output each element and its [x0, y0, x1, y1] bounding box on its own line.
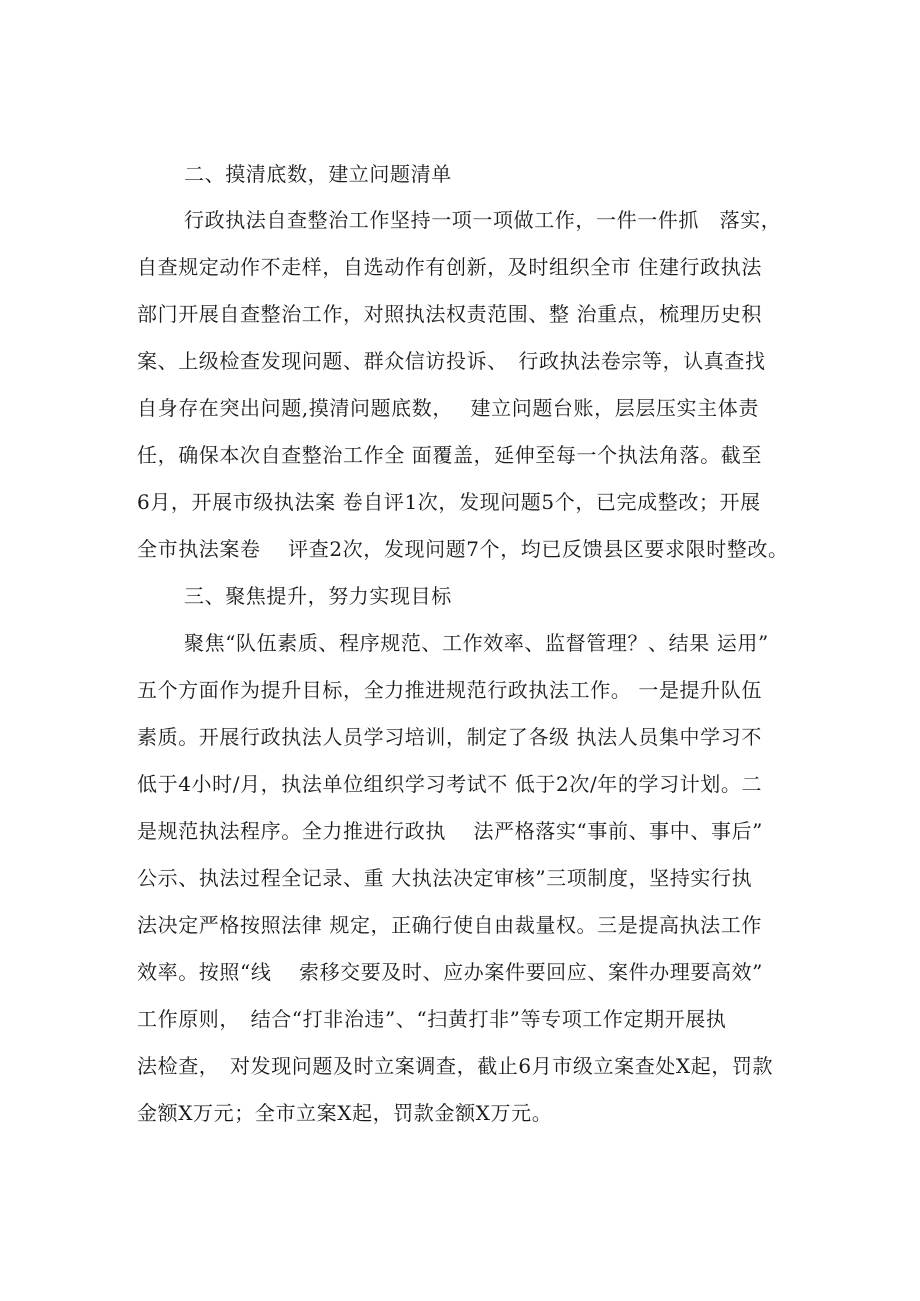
section-heading: 二、摸清底数，建立问题清单: [184, 162, 452, 186]
paragraph-line: 全市执法案卷 评查2次，发现问题7个，均已反馈县区要求限时整改。: [137, 537, 789, 561]
section-heading: 三、聚焦提升，努力实现目标: [184, 584, 452, 608]
paragraph-line: 低于4小时/月，执法单位组织学习考试不 低于2次/年的学习计划。二: [137, 772, 763, 796]
paragraph-line: 任，确保本次自查整治工作全 面覆盖，延伸至每一个执法角落。截至: [137, 443, 762, 467]
paragraph-line: 是规范执法程序。全力推进行政执 法严格落实“事前、事中、事后”: [137, 819, 764, 843]
paragraph-line: 自身存在突出问题,摸清问题底数， 建立问题台账，层层压实主体责: [137, 396, 759, 420]
paragraph-line: 公示、执法过程全记录、重 大执法决定审核”三项制度，坚持实行执: [137, 866, 753, 890]
paragraph-line: 案、上级检查发现问题、群众信访投诉、 行政执法卷宗等，认真查找: [137, 349, 766, 373]
paragraph-line: 6月，开展市级执法案 卷自评1次，发现问题5个，已完成整改；开展: [137, 490, 761, 514]
paragraph-line: 法检查， 对发现问题及时立案调查，截止6月市级立案查处X起，罚款: [137, 1054, 774, 1078]
paragraph-line: 金额X万元；全市立案X起，罚款金额X万元。: [137, 1101, 553, 1125]
paragraph-line: 行政执法自查整治工作坚持一项一项做工作，一件一件抓 落实，: [184, 208, 782, 232]
paragraph-line: 法决定严格按照法律 规定，正确行使自由裁量权。三是提高执法工作: [137, 913, 762, 937]
paragraph-line: 部门开展自查整治工作，对照执法权责范围、整 治重点，梳理历史积: [137, 302, 762, 326]
paragraph-line: 工作原则， 结合“打非治违”、“扫黄打非”等专项工作定期开展执: [137, 1007, 727, 1031]
paragraph-line: 效率。按照“线 索移交要及时、应办案件要回应、案件办理要高效”: [137, 960, 764, 984]
paragraph-line: 自查规定动作不走样，自选动作有创新，及时组织全市 住建行政执法: [137, 255, 762, 279]
paragraph-line: 五个方面作为提升目标，全力推进规范行政执法工作。 一是提升队伍: [137, 678, 762, 702]
paragraph-line: 聚焦“队伍素质、程序规范、工作效率、监督管理？、结果 运用”: [184, 631, 769, 655]
paragraph-line: 素质。开展行政执法人员学习培训，制定了各级 执法人员集中学习不: [137, 725, 762, 749]
